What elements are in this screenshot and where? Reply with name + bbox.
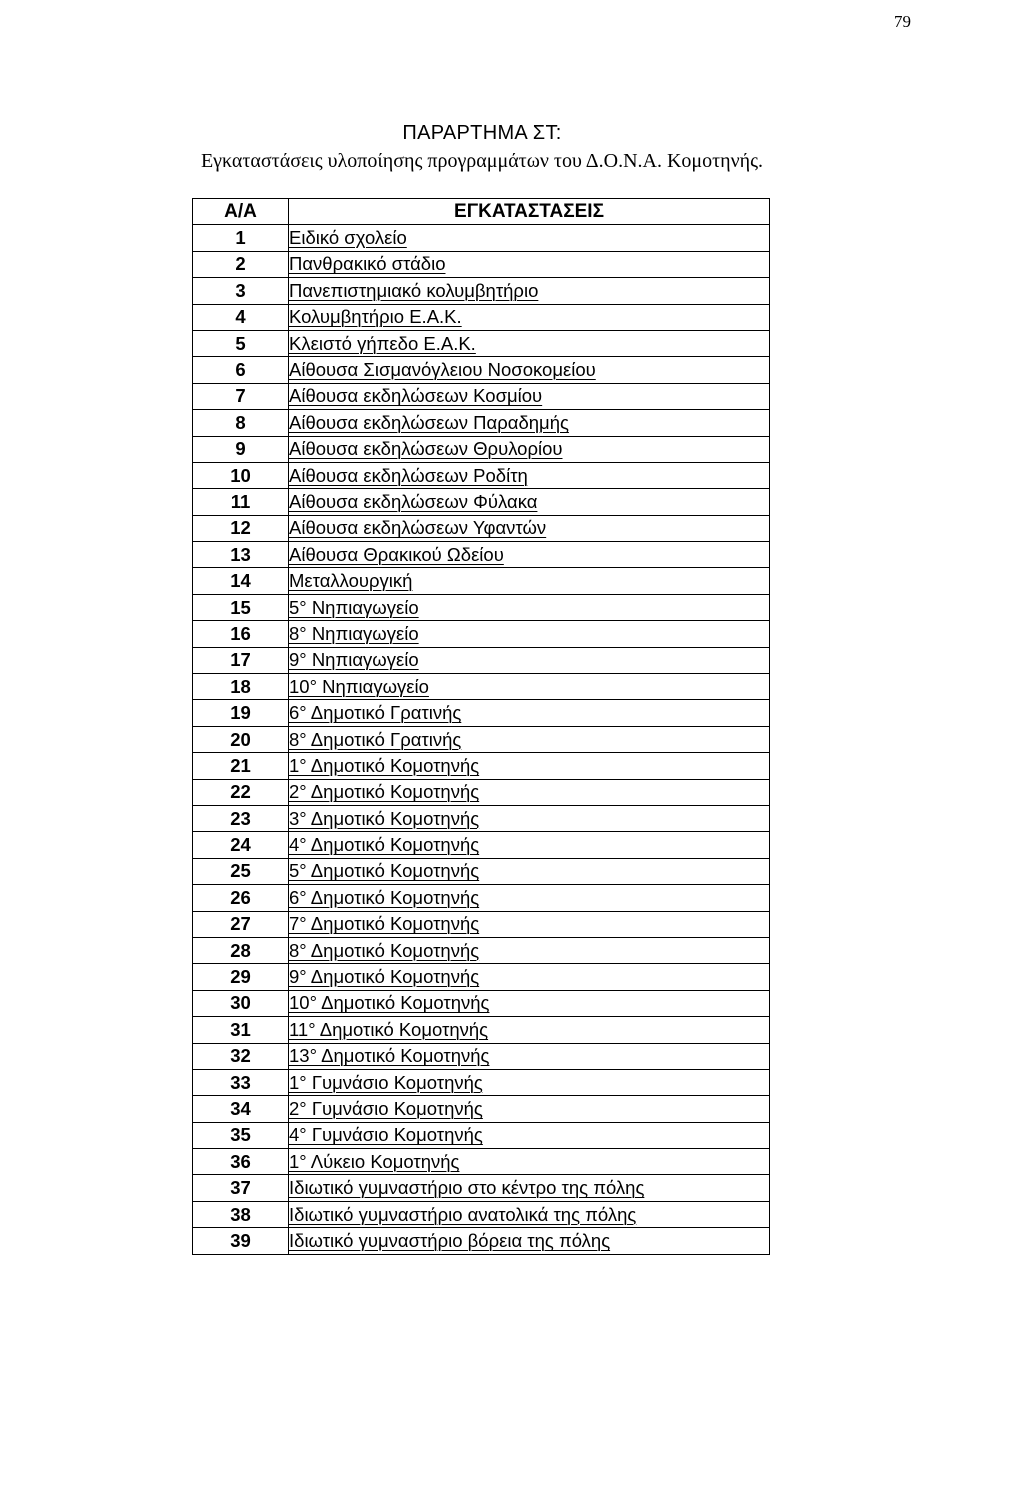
- table-row: [193, 542, 770, 568]
- facility-cell: [289, 937, 770, 963]
- table-row: [193, 1122, 770, 1148]
- row-number: 37: [193, 1175, 289, 1201]
- facility-name: Αίθουσα εκδηλώσεων Φύλακα: [289, 490, 538, 512]
- table-row: [193, 278, 770, 304]
- facility-name: Κολυμβητήριο Ε.Α.Κ.: [289, 306, 462, 328]
- facility-cell: [289, 1017, 770, 1043]
- row-number: 30: [193, 990, 289, 1016]
- row-number: 9: [193, 436, 289, 462]
- facility-name: Μεταλλουργική: [289, 570, 413, 592]
- table-row: [193, 1201, 770, 1227]
- facility-name: 9° Νηπιαγωγείο: [289, 649, 419, 671]
- table-row: [193, 647, 770, 673]
- appendix-title: ΠΑΡΑΡΤΗΜΑ ΣΤ:: [402, 122, 562, 144]
- facility-cell: [289, 832, 770, 858]
- facility-name: Αίθουσα εκδηλώσεων Κοσμίου: [289, 385, 543, 407]
- table-row: [193, 1228, 770, 1254]
- row-number: 3: [193, 278, 289, 304]
- row-number: 12: [193, 515, 289, 541]
- facility-name: 9° Δημοτικό Κομοτηνής: [289, 966, 480, 988]
- table-row: [193, 594, 770, 620]
- row-number: 33: [193, 1069, 289, 1095]
- row-number: 5: [193, 330, 289, 356]
- table-row: [193, 674, 770, 700]
- facility-name: Αίθουσα εκδηλώσεων Παραδημής: [289, 411, 569, 433]
- facility-cell: [289, 278, 770, 304]
- table-row: [193, 225, 770, 251]
- row-number: 14: [193, 568, 289, 594]
- facility-name: 8° Νηπιαγωγείο: [289, 622, 419, 644]
- row-number: 24: [193, 832, 289, 858]
- facility-name: 10° Νηπιαγωγείο: [289, 675, 429, 697]
- row-number: 4: [193, 304, 289, 330]
- facility-cell: [289, 1228, 770, 1254]
- facility-cell: [289, 515, 770, 541]
- facility-name: 2° Δημοτικό Κομοτηνής: [289, 781, 480, 803]
- table-row: [193, 568, 770, 594]
- row-number: 6: [193, 357, 289, 383]
- table-row: [193, 964, 770, 990]
- row-number: 13: [193, 542, 289, 568]
- facility-cell: [289, 753, 770, 779]
- facility-cell: [289, 489, 770, 515]
- facility-cell: [289, 594, 770, 620]
- facility-name: 7° Δημοτικό Κομοτηνής: [289, 913, 480, 935]
- facility-name: Κλειστό γήπεδο Ε.Α.Κ.: [289, 332, 476, 354]
- facility-cell: [289, 383, 770, 409]
- facility-name: Αίθουσα Σισμανόγλειου Νοσοκομείου: [289, 359, 596, 381]
- row-number: 23: [193, 805, 289, 831]
- facility-name: 8° Δημοτικό Γρατινής: [289, 728, 462, 750]
- facility-cell: [289, 410, 770, 436]
- facility-name: 13° Δημοτικό Κομοτηνής: [289, 1045, 490, 1067]
- facility-name: 4° Δημοτικό Κομοτηνής: [289, 834, 480, 856]
- table-row: [193, 832, 770, 858]
- facility-name: Αίθουσα εκδηλώσεων Θρυλορίου: [289, 438, 563, 460]
- facility-name: 6° Δημοτικό Γρατινής: [289, 702, 462, 724]
- row-number: 25: [193, 858, 289, 884]
- row-number: 36: [193, 1149, 289, 1175]
- row-number: 22: [193, 779, 289, 805]
- table-row: [193, 251, 770, 277]
- table-row: [193, 726, 770, 752]
- facility-cell: [289, 1043, 770, 1069]
- facility-cell: [289, 304, 770, 330]
- facility-cell: [289, 805, 770, 831]
- facility-name: 11° Δημοτικό Κομοτηνής: [289, 1018, 489, 1040]
- facility-cell: [289, 858, 770, 884]
- facility-name: 8° Δημοτικό Κομοτηνής: [289, 939, 480, 961]
- facility-cell: [289, 568, 770, 594]
- facility-cell: [289, 462, 770, 488]
- row-number: 15: [193, 594, 289, 620]
- facility-name: 1° Δημοτικό Κομοτηνής: [289, 754, 480, 776]
- table-row: [193, 330, 770, 356]
- header-number: Α/Α: [193, 199, 289, 225]
- row-number: 19: [193, 700, 289, 726]
- facility-name: Πανεπιστημιακό κολυμβητήριο: [289, 279, 539, 301]
- facility-name: Ιδιωτικό γυμναστήριο ανατολικά της πόλης: [289, 1203, 637, 1225]
- row-number: 20: [193, 726, 289, 752]
- facility-cell: [289, 1122, 770, 1148]
- facility-cell: [289, 1175, 770, 1201]
- table-row: [193, 805, 770, 831]
- facility-cell: [289, 674, 770, 700]
- table-row: [193, 515, 770, 541]
- page-number: 79: [894, 12, 911, 31]
- facility-cell: [289, 990, 770, 1016]
- facility-cell: [289, 1069, 770, 1095]
- row-number: 17: [193, 647, 289, 673]
- table-row: [193, 489, 770, 515]
- facility-name: Ιδιωτικό γυμναστήριο βόρεια της πόλης: [289, 1229, 611, 1251]
- row-number: 39: [193, 1228, 289, 1254]
- facility-cell: [289, 885, 770, 911]
- table-row: [193, 885, 770, 911]
- row-number: 29: [193, 964, 289, 990]
- table-row: [193, 753, 770, 779]
- row-number: 10: [193, 462, 289, 488]
- facility-cell: [289, 357, 770, 383]
- row-number: 27: [193, 911, 289, 937]
- row-number: 26: [193, 885, 289, 911]
- facility-cell: [289, 726, 770, 752]
- table-row: [193, 1069, 770, 1095]
- row-number: 11: [193, 489, 289, 515]
- table-row: [193, 700, 770, 726]
- facility-name: Αίθουσα εκδηλώσεων Υφαντών: [289, 517, 547, 539]
- row-number: 34: [193, 1096, 289, 1122]
- facility-name: Πανθρακικό στάδιο: [289, 253, 446, 275]
- row-number: 28: [193, 937, 289, 963]
- table-row: [193, 383, 770, 409]
- row-number: 35: [193, 1122, 289, 1148]
- facility-cell: [289, 225, 770, 251]
- table-row: [193, 937, 770, 963]
- facility-name: 10° Δημοτικό Κομοτηνής: [289, 992, 490, 1014]
- table-row: [193, 304, 770, 330]
- facility-name: Αίθουσα Θρακικού Ωδείου: [289, 543, 504, 565]
- row-number: 21: [193, 753, 289, 779]
- facility-name: 6° Δημοτικό Κομοτηνής: [289, 886, 480, 908]
- table-header-row: [193, 199, 770, 225]
- row-number: 18: [193, 674, 289, 700]
- facility-name: Ιδιωτικό γυμναστήριο στο κέντρο της πόλης: [289, 1177, 645, 1199]
- table-row: [193, 1096, 770, 1122]
- facility-cell: [289, 779, 770, 805]
- table-row: [193, 990, 770, 1016]
- facility-cell: [289, 436, 770, 462]
- table-row: [193, 1149, 770, 1175]
- facility-cell: [289, 1201, 770, 1227]
- facility-cell: [289, 911, 770, 937]
- table-row: [193, 357, 770, 383]
- facility-name: 1° Λύκειο Κομοτηνής: [289, 1150, 460, 1172]
- facility-cell: [289, 1149, 770, 1175]
- row-number: 8: [193, 410, 289, 436]
- facility-name: 4° Γυμνάσιο Κομοτηνής: [289, 1124, 483, 1146]
- row-number: 2: [193, 251, 289, 277]
- table-row: [193, 779, 770, 805]
- facility-cell: [289, 964, 770, 990]
- facility-cell: [289, 621, 770, 647]
- table-row: [193, 621, 770, 647]
- facility-cell: [289, 542, 770, 568]
- facility-name: Ειδικό σχολείο: [289, 227, 407, 249]
- table-row: [193, 410, 770, 436]
- facility-name: 5° Νηπιαγωγείο: [289, 596, 419, 618]
- table-row: [193, 1175, 770, 1201]
- row-number: 38: [193, 1201, 289, 1227]
- facility-name: 1° Γυμνάσιο Κομοτηνής: [289, 1071, 483, 1093]
- appendix-subtitle: Εγκαταστάσεις υλοποίησης προγραμμάτων του Δ.Ο.Ν.Α. Κομοτηνής.: [200, 150, 764, 172]
- header-facilities: ΕΓΚΑΤΑΣΤΑΣΕΙΣ: [289, 199, 770, 225]
- row-number: 31: [193, 1017, 289, 1043]
- facility-name: 3° Δημοτικό Κομοτηνής: [289, 807, 480, 829]
- facility-cell: [289, 700, 770, 726]
- facilities-table: [192, 198, 770, 1255]
- table-row: [193, 436, 770, 462]
- facility-cell: [289, 251, 770, 277]
- facility-name: Αίθουσα εκδηλώσεων Ροδίτη: [289, 464, 528, 486]
- facility-name: 5° Δημοτικό Κομοτηνής: [289, 860, 480, 882]
- table-row: [193, 858, 770, 884]
- table-row: [193, 1043, 770, 1069]
- table-row: [193, 911, 770, 937]
- table-body: [193, 225, 770, 1254]
- row-number: 32: [193, 1043, 289, 1069]
- table-row: [193, 462, 770, 488]
- row-number: 16: [193, 621, 289, 647]
- facility-name: 2° Γυμνάσιο Κομοτηνής: [289, 1097, 483, 1119]
- facility-cell: [289, 647, 770, 673]
- row-number: 7: [193, 383, 289, 409]
- facility-cell: [289, 330, 770, 356]
- row-number: 1: [193, 225, 289, 251]
- facility-cell: [289, 1096, 770, 1122]
- table-row: [193, 1017, 770, 1043]
